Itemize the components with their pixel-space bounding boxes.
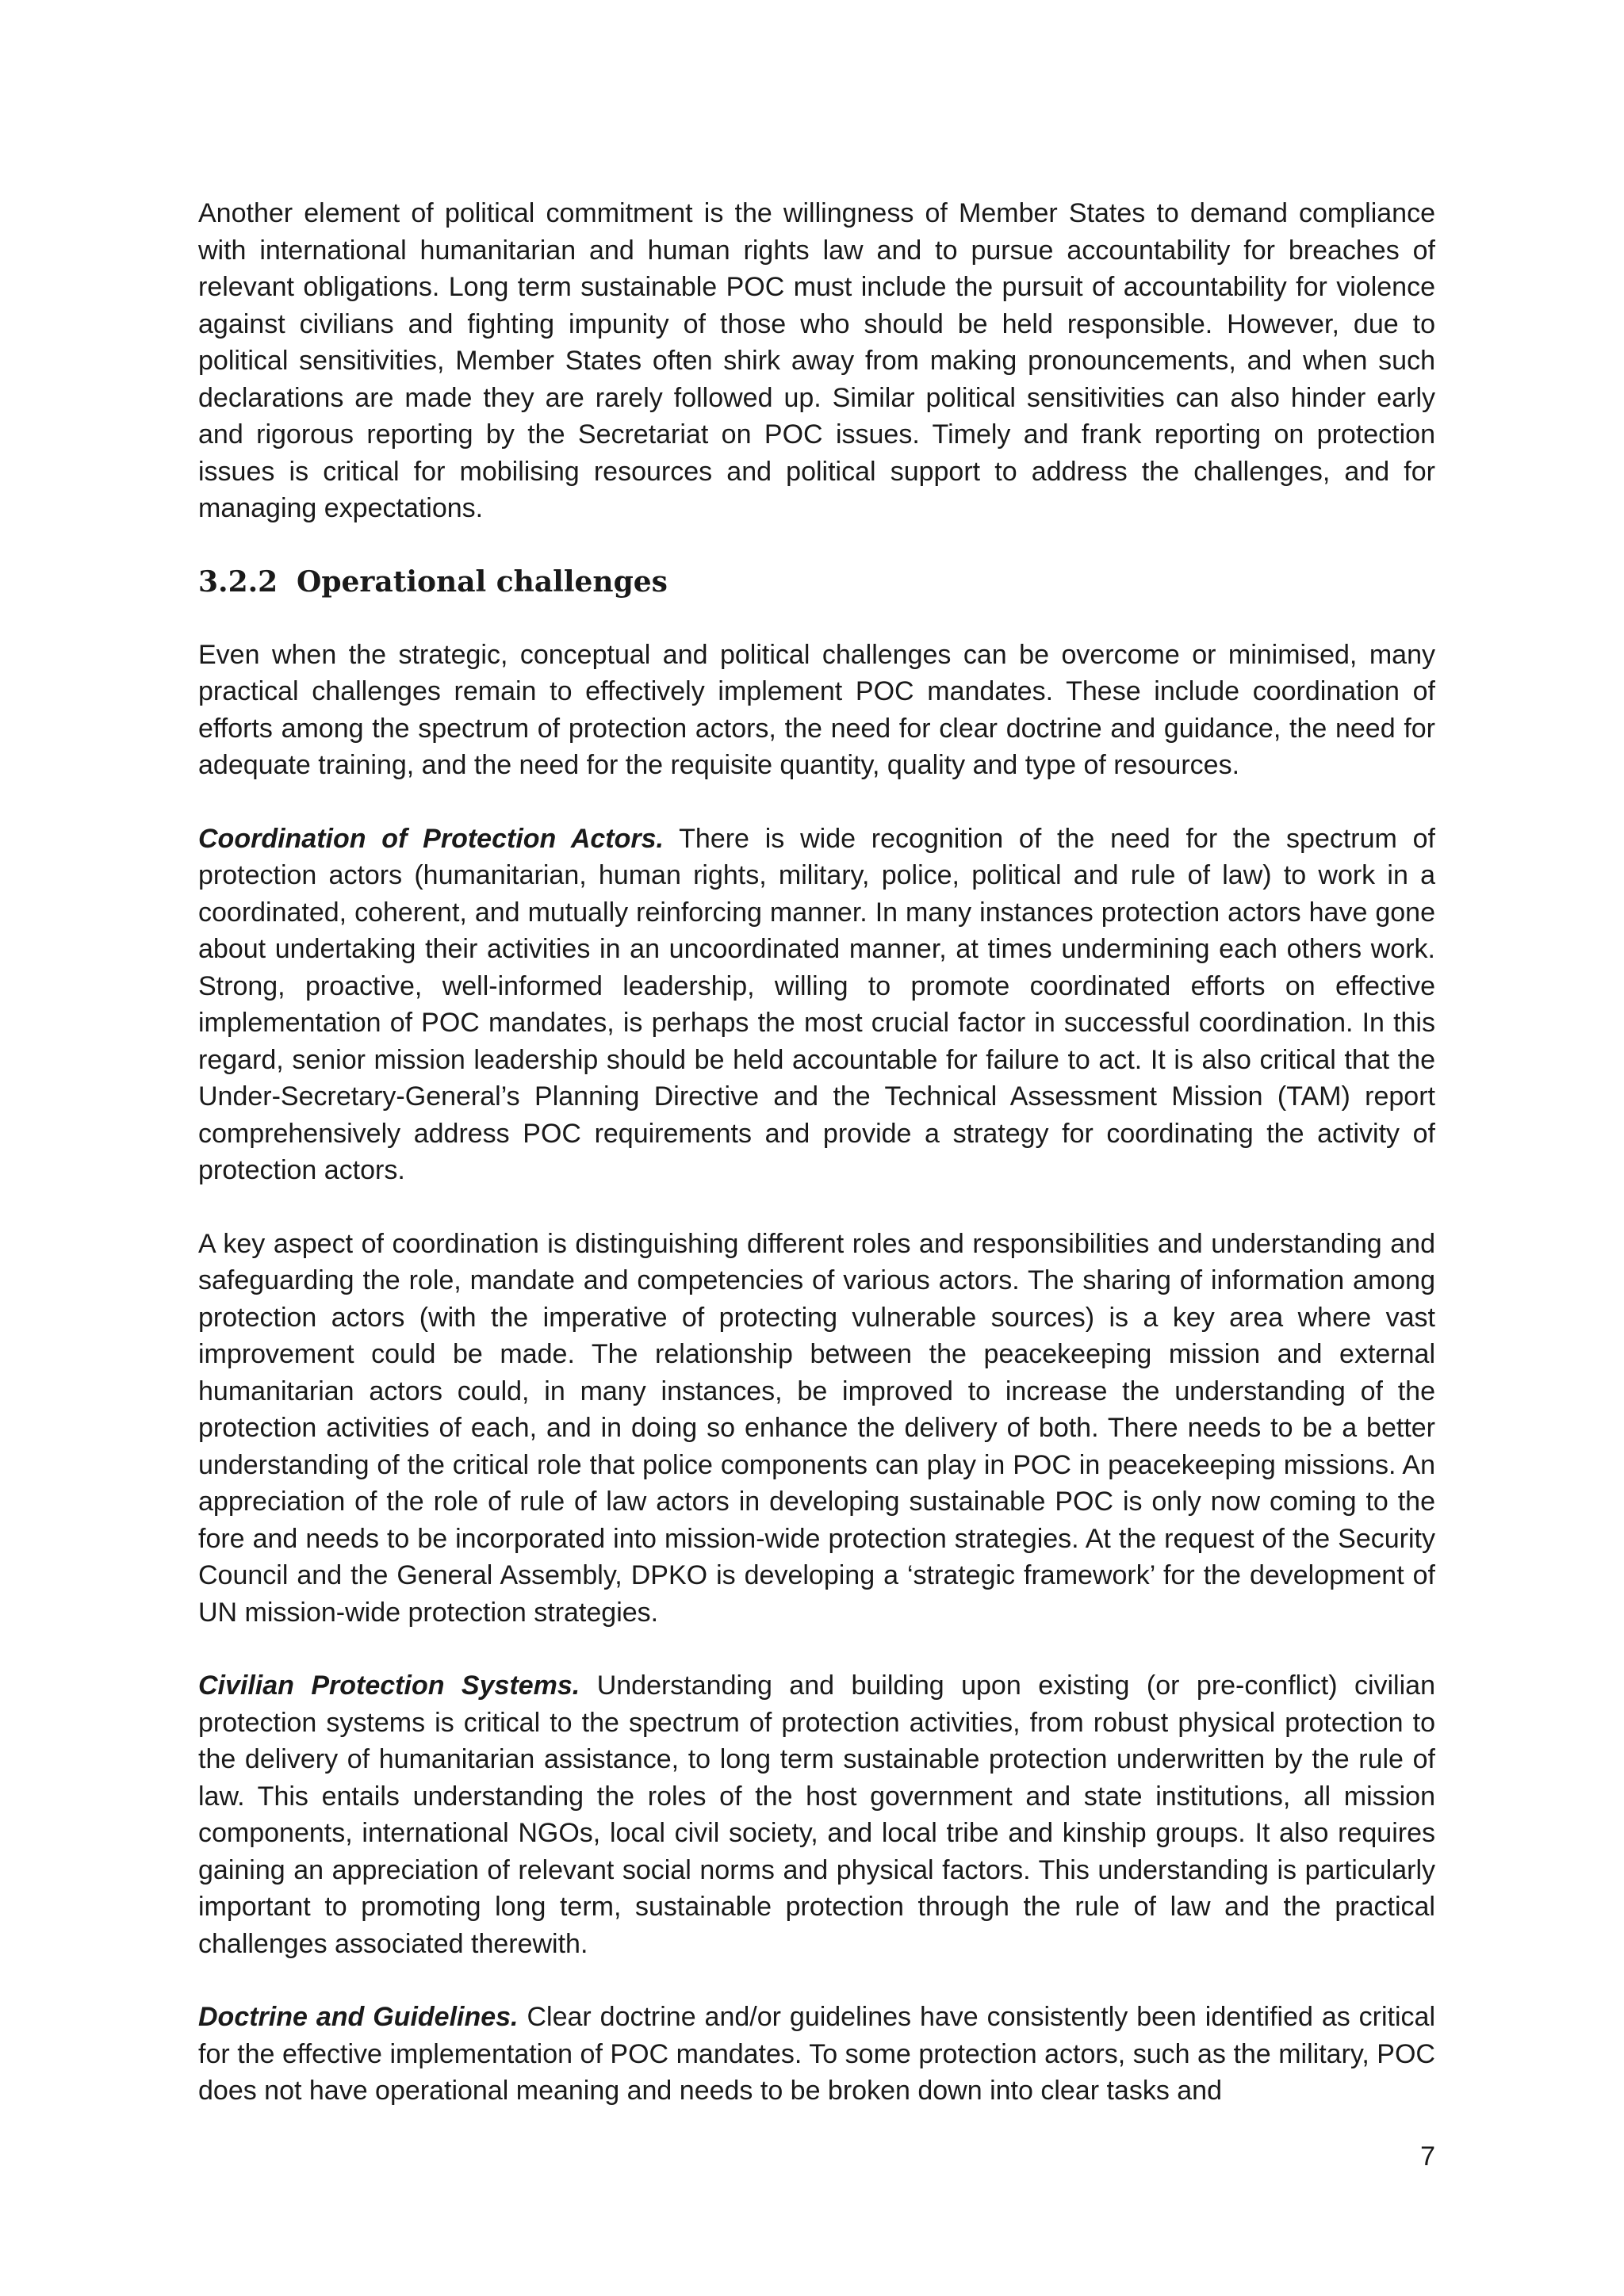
run-in-heading-civilian-systems: Civilian Protection Systems.: [198, 1670, 580, 1701]
paragraph-political-commitment: Another element of political commitment is the willingness of Member States to demand compliance with international humanitarian and human rights law and to pursue accountability for breaches of relevant obligations. Long term sustainable POC must include the pursuit of accountability for violence against civilians and fighting impunity of those who should be held responsible. However, due to political sensitivities, Member States often shirk away from making pronouncements, and when such declarations are made they are rarely followed up. Similar political sensitivities can also hinder early and rigorous reporting by the Secretariat on POC issues. Timely and frank reporting on protection issues is critical for mobilising resources and political support to address the challenges, and for managing expectations.: [198, 198, 1435, 523]
paragraph-civilian-systems: [198, 1667, 1435, 1962]
paragraph-key-aspect: A key aspect of coordination is distinguishing different roles and responsibilities and understanding and safeguarding the role, mandate and competencies of various actors. The sharing of information among protection actors (with the imperative of protecting vulnerable sources) is a key area where vast improvement could be made. The relationship between the peacekeeping mission and external humanitarian actors could, in many instances, be improved to increase the understanding of the protection activities of each, and in doing so enhance the delivery of both. There needs to be a better understanding of the critical role that police components can play in POC in peacekeeping missions. An appreciation of the role of rule of law actors in developing sustainable POC is only now coming to the fore and needs to be incorporated into mission-wide protection strategies. At the request of the Security Council and the General Assembly, DPKO is developing a ‘strategic framework’ for the development of UN mission-wide protection strategies.: [198, 1228, 1435, 1628]
section-title: Operational challenges: [297, 564, 668, 599]
paragraph-operational-intro: Even when the strategic, conceptual and political challenges can be overcome or minimised, many practical challenges remain to effectively implement POC mandates. These include coordination of efforts among the spectrum of protection actors, the need for clear doctrine and guidance, the need for adequate training, and the need for the requisite quantity, quality and type of resources.: [198, 639, 1435, 780]
run-in-heading-coordination: Coordination of Protection Actors.: [198, 823, 664, 854]
page-number: 7: [1420, 2141, 1435, 2172]
paragraph-coordination-text: There is wide recognition of the need for the spectrum of protection actors (humanitarian, human rights, military, police, political and rule of law) to work in a coordinated, coherent, and mutually reinforcing manner. In many instances protection actors have gone about undertaking their activities in an uncoordinated manner, at times undermining each others work. Strong, proactive, well-informed leadership, willing to promote coordinated efforts on effective implementation of POC mandates, is perhaps the most crucial factor in successful coordination. In this regard, senior mission leadership should be held accountable for failure to act. It is also critical that the Under-Secretary-General’s Planning Directive and the Technical Assessment Mission (TAM) report comprehensively address POC requirements and provide a strategy for coordinating the activity of protection actors.: [198, 823, 1435, 1185]
section-number: 3.2.2: [198, 564, 278, 599]
page-body: [198, 195, 1435, 2146]
paragraph-doctrine-text: Clear doctrine and/or guidelines have consistently been identified as critical for the effective implementation of POC mandates. To some protection actors, such as the military, POC does not have operational meaning and needs to be broken down into clear tasks and: [198, 2002, 1436, 2106]
paragraph-doctrine: [198, 1999, 1435, 2110]
paragraph-civilian-systems-text: Understanding and building upon existing (or pre-conflict) civilian protection systems is critical to the spectrum of protection activities, from robust physical protection to the delivery of humanitarian assistance, to long term sustainable protection underwritten by the rule of law. This entails understanding the roles of the host government and state institutions, all mission components, international NGOs, local civil society, and local tribe and kinship groups. It also requires gaining an appreciation of relevant social norms and physical factors. This understanding is particularly important to promoting long term, sustainable protection through the rule of law and the practical challenges associated therewith.: [198, 1670, 1435, 1959]
run-in-heading-doctrine: Doctrine and Guidelines.: [198, 2002, 519, 2032]
paragraph-coordination: [198, 821, 1435, 1189]
section-heading-operational-challenges: [198, 564, 1435, 600]
